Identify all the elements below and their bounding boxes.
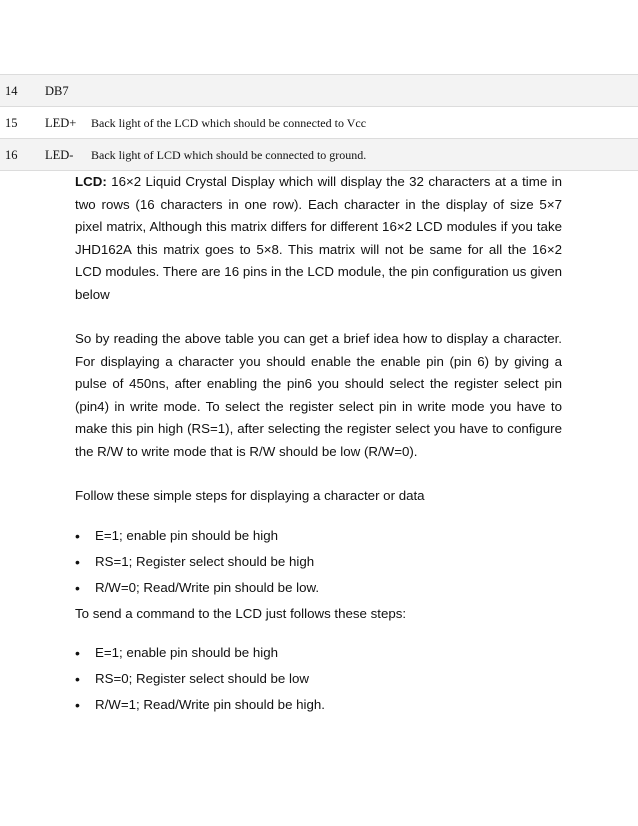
bullet-icon: • [75, 697, 80, 713]
command-steps-list [75, 640, 562, 718]
pin-number: 14 [5, 84, 18, 98]
lcd-label: LCD: [75, 174, 107, 189]
step-text: RS=1; Register select should be high [95, 553, 315, 569]
table-row [0, 138, 638, 171]
pin-name: DB7 [45, 84, 69, 98]
spacer [75, 508, 562, 523]
step-text: R/W=1; Read/Write pin should be high. [95, 697, 325, 712]
pin-table [0, 74, 638, 171]
list-item [75, 523, 562, 549]
table-row [0, 106, 638, 138]
pin-number: 15 [5, 116, 18, 130]
step-text: RS=0; Register select should be low [95, 671, 309, 686]
pin-description: Back light of LCD which should be connected to ground. [91, 148, 367, 162]
list-item [75, 666, 562, 692]
spacer [75, 306, 562, 328]
command-intro: To send a command to the LCD just follows these steps: [75, 605, 407, 621]
reading-paragraph: So by reading the above table you can get a brief idea how to display a character. For displaying a character you should enable the enable pin (pin 6) by giving a pulse of 450ns, after enabling the pin6 you should select the register select pin (pin4) in write mode. To select the register select pin in write mode you have to make this pin high (RS=1), after selecting the register select you have to configure the R/W to write mode that is R/W should be low (R/W=0). [75, 331, 562, 459]
table-row [0, 74, 638, 106]
lcd-paragraph [75, 171, 562, 306]
step-text: R/W=0; Read/Write pin should be low. [95, 579, 320, 595]
list-item [75, 692, 562, 718]
list-item [75, 549, 562, 575]
bullet-icon: • [75, 527, 80, 544]
spacer [75, 463, 562, 485]
step-text: E=1; enable pin should be high [95, 527, 278, 543]
pin-name: LED- [45, 148, 74, 162]
display-steps-list [75, 523, 562, 601]
pin-number: 16 [5, 148, 18, 162]
list-item [75, 640, 562, 666]
spacer [75, 625, 562, 640]
bullet-icon: • [75, 671, 80, 687]
pin-description: Back light of the LCD which should be connected to Vcc [91, 116, 367, 130]
bullet-icon: • [75, 645, 80, 661]
pin-name: LED+ [45, 116, 77, 130]
lcd-description: 16×2 Liquid Crystal Display which will display the 32 characters at a time in two rows (16 characters in one row). Each character in the display of size 5×7 pixel matrix, Although this matrix differs for different 16×2 LCD modules if you take JHD162A this matrix goes to 5×8. This matrix will not be same for all the 16×2 LCD modules. There are 16 pins in the LCD module, the pin configuration us given below [75, 174, 562, 302]
document-body [75, 171, 562, 718]
list-item [75, 575, 562, 601]
follow-paragraph: Follow these simple steps for displaying a character or data [75, 488, 425, 503]
step-text: E=1; enable pin should be high [95, 645, 278, 660]
bullet-icon: • [75, 579, 80, 596]
bullet-icon: • [75, 553, 80, 570]
